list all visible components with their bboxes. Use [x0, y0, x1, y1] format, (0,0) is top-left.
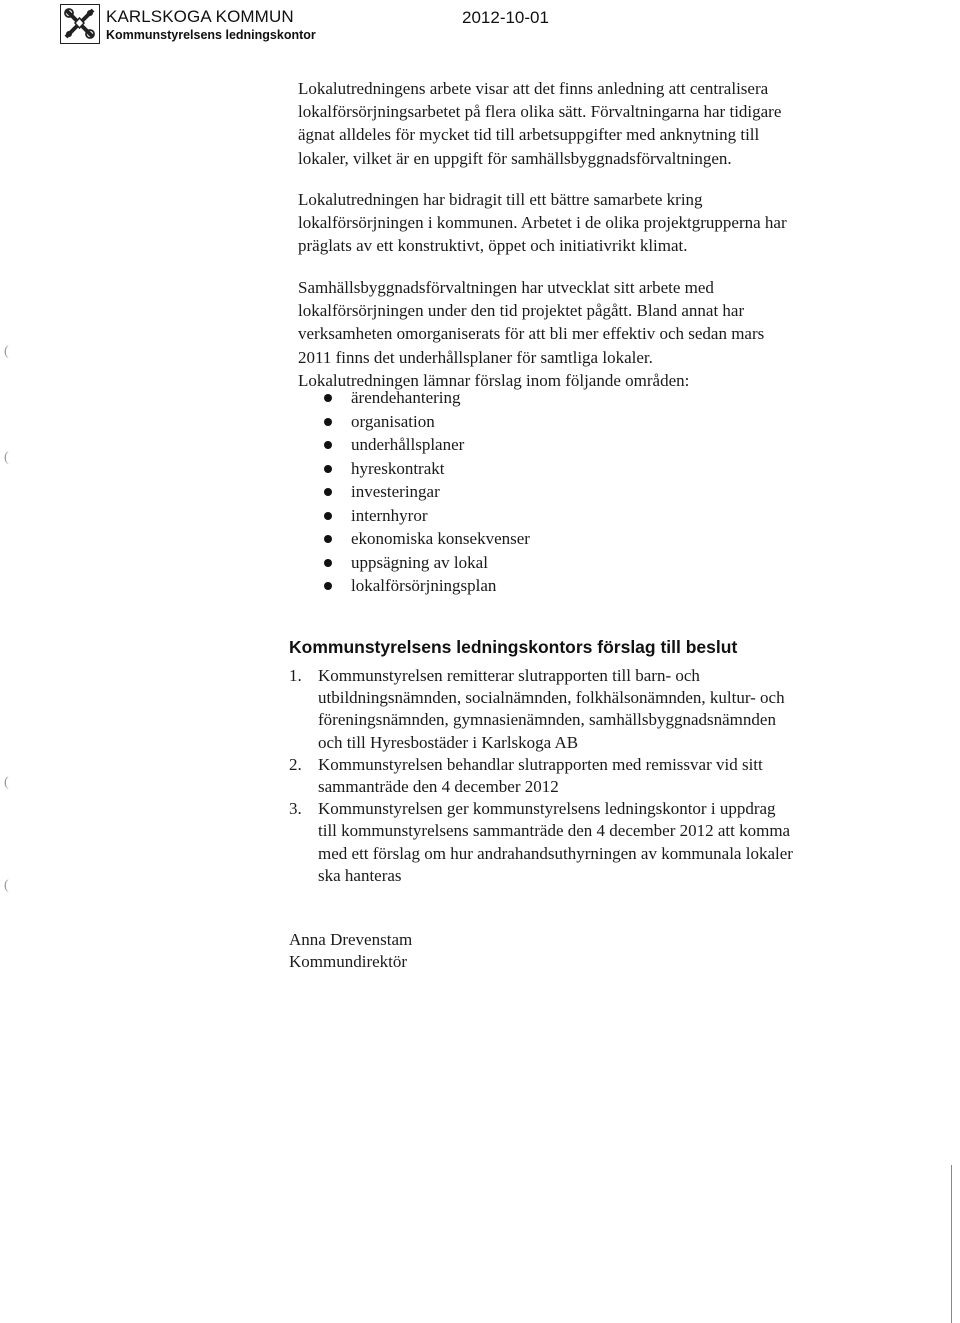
bullet-icon	[324, 394, 332, 402]
bullet-icon	[324, 465, 332, 473]
scan-mark: (	[4, 344, 9, 359]
bullet-icon	[324, 488, 332, 496]
list-item: investeringar	[298, 480, 530, 504]
list-item: ekonomiska konsekvenser	[298, 527, 530, 551]
organization-name: KARLSKOGA KOMMUN	[106, 7, 294, 26]
proposal-areas-list	[298, 386, 530, 598]
bullet-icon	[324, 418, 332, 426]
paragraph-development: Samhällsbyggnadsförvaltningen har utvecklat sitt arbete med lokalförsörjningen under den tid projektet pågått. Bland annat har verksamheten omorganiserats för att bli mer effektiv och sedan mars 2011 finns det underhållsplaner för samtliga lokaler. Lokalutredningen lämnar förslag inom följande områden:	[298, 278, 765, 390]
scan-edge-line	[951, 1165, 952, 1323]
list-item: ärendehantering	[298, 386, 530, 410]
list-item: internhyror	[298, 504, 530, 528]
department-name: Kommunstyrelsens ledningskontor	[106, 28, 316, 42]
list-item: hyreskontrakt	[298, 457, 530, 481]
signatory-title: Kommundirektör	[289, 952, 408, 971]
list-item: lokalförsörjningsplan	[298, 574, 530, 598]
item-number: 3.	[289, 799, 302, 819]
item-number: 2.	[289, 754, 302, 774]
signatory-name: Anna Drevenstam	[289, 930, 413, 949]
decision-item: 1. Kommunstyrelsen remitterar slutrapporten till barn- och utbildningsnämnden, socialnämnden, folkhälsonämnden, kultur- och föreningsnämnden, gymnasienämnden, samhällsbyggnadsnämnden och till Hyresbostäder i Karlskoga AB	[289, 666, 785, 752]
paragraph-centralisation: Lokalutredningens arbete visar att det finns anledning att centralisera lokalförsörjningsarbetet på flera olika sätt. Förvaltningarna har tidigare ägnat alldeles för mycket tid till arbetsuppgifter med anknytning till lokaler, vilket är en uppgift för samhällsbyggnadsförvaltningen.	[298, 79, 782, 168]
document-date: 2012-10-01	[462, 8, 549, 27]
bullet-icon	[324, 559, 332, 567]
decision-item: 2. Kommunstyrelsen behandlar slutrapporten med remissvar vid sitt sammanträde den 4 december 2012	[289, 754, 763, 797]
section-heading: Kommunstyrelsens ledningskontors förslag till beslut	[289, 637, 738, 657]
decision-list	[289, 665, 793, 887]
scan-mark: (	[4, 775, 9, 790]
letterhead	[60, 4, 620, 44]
list-item: organisation	[298, 410, 530, 434]
item-number: 1.	[289, 666, 302, 685]
scan-mark: (	[4, 878, 9, 893]
signature-block	[289, 929, 412, 973]
bullet-icon	[324, 512, 332, 520]
scan-mark: (	[4, 450, 9, 465]
list-item: underhållsplaner	[298, 433, 530, 457]
list-item: uppsägning av lokal	[298, 551, 530, 575]
paragraph-collaboration: Lokalutredningen har bidragit till ett bättre samarbete kring lokalförsörjningen i kommunen. Arbetet i de olika projektgrupperna har präglats av ett konstruktivt, öppet och initiativrikt klimat.	[298, 190, 787, 256]
bullet-icon	[324, 441, 332, 449]
bullet-icon	[324, 535, 332, 543]
coat-of-arms-icon	[60, 4, 100, 44]
bullet-icon	[324, 582, 332, 590]
decision-item: 3. Kommunstyrelsen ger kommunstyrelsens ledningskontor i uppdrag till kommunstyrelsens sammanträde den 4 december 2012 att komma med ett förslag om hur andrahandsuthyrningen av kommunala lokaler ska hanteras	[289, 799, 793, 885]
